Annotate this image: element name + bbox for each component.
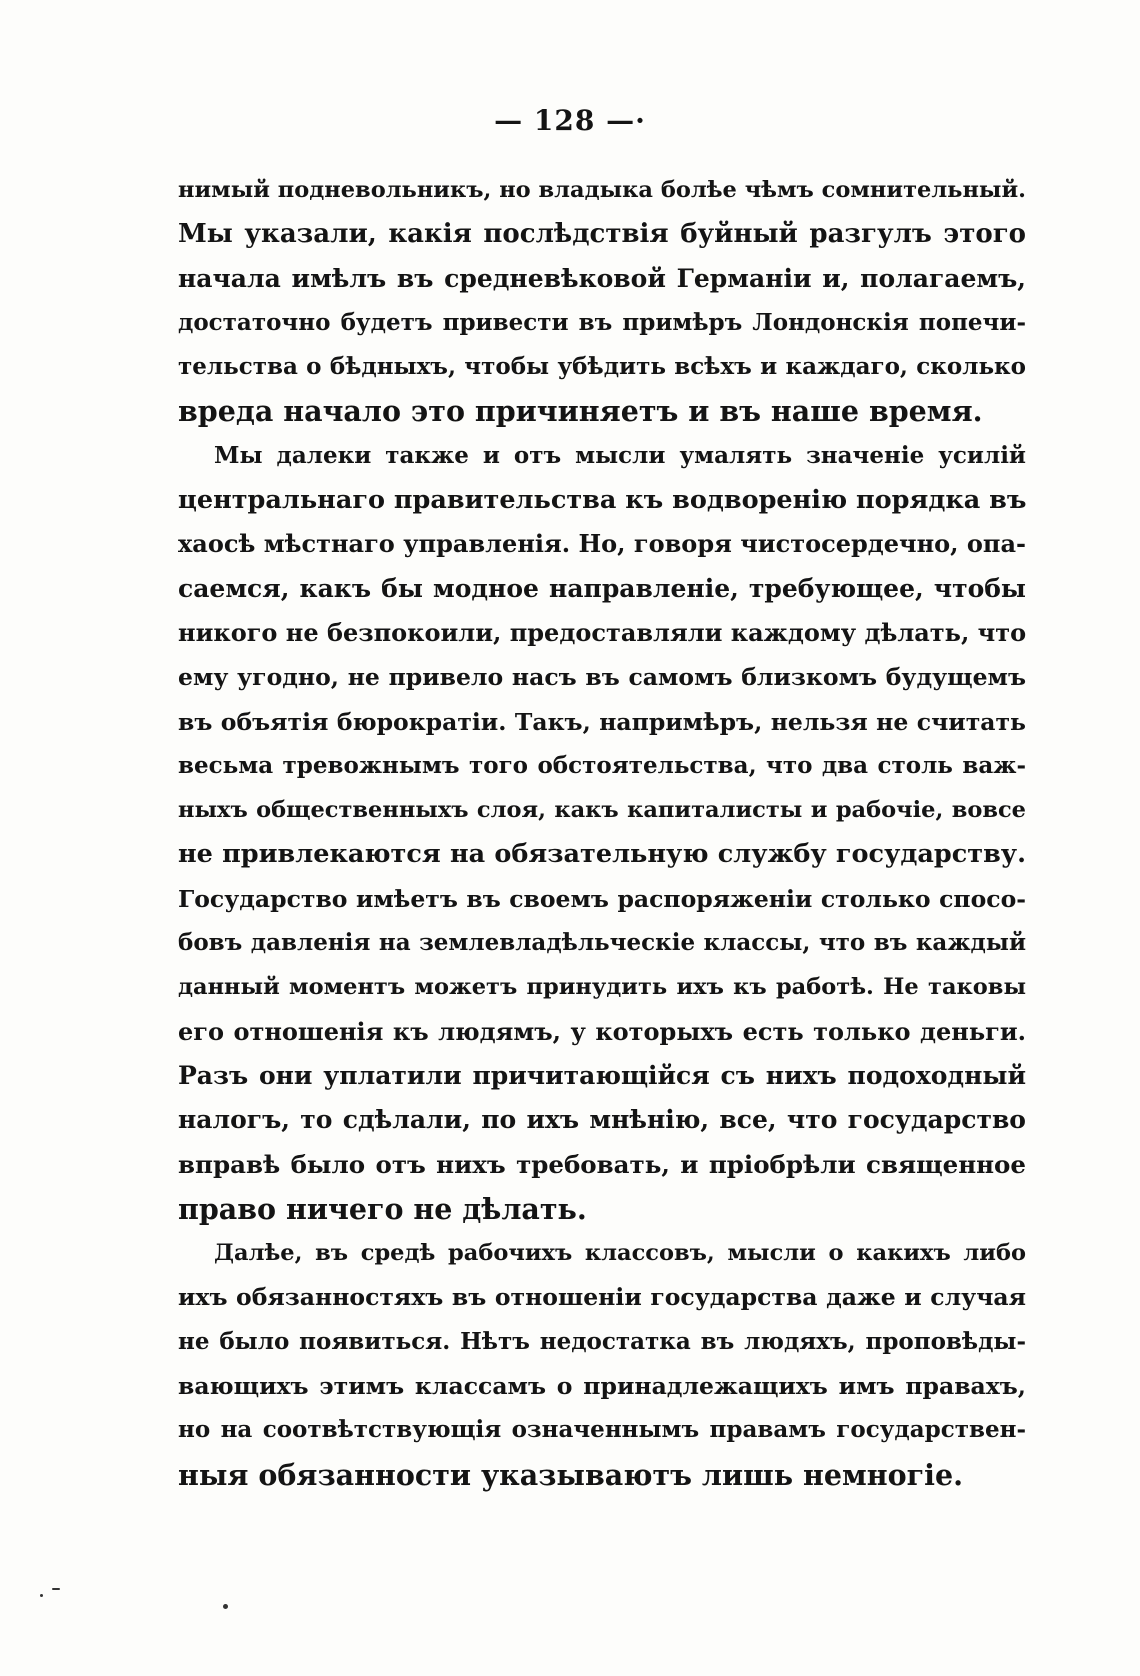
text-line: начала имѣлъ въ средневѣковой Германіи и, полагаемъ, (178, 263, 1026, 293)
text-line: Государство имѣетъ въ своемъ распоряженіи столько спосо- (178, 884, 1026, 913)
text-line: нимый подневольникъ, но владыка болѣе чѣмъ сомнительный. (178, 177, 1026, 203)
text-line: вреда начало это причиняетъ и въ наше время. (178, 394, 983, 429)
text-line: хаосѣ мѣстнаго управленія. Но, говоря чистосердечно, опа- (178, 529, 1026, 559)
text-line: никого не безпокоили, предоставляли каждому дѣлать, что (178, 617, 1027, 647)
text-line: саемся, какъ бы модное направленіе, требующее, чтобы (178, 573, 1026, 603)
text-line: весьма тревожнымъ того обстоятельства, что два столь важ- (178, 751, 1026, 779)
text-line: ихъ обязанностяхъ въ отношеніи государства даже и случая (178, 1283, 1026, 1312)
text-line: его отношенія къ людямъ, у которыхъ есть только деньги. (178, 1016, 1026, 1046)
text-line: въ объятія бюрократіи. Такъ, напримѣръ, нельзя не считать (178, 707, 1026, 736)
text-line: Разъ они уплатили причитающійся съ нихъ подоходный (178, 1060, 1026, 1090)
paragraph (178, 168, 1026, 434)
text-line: ныхъ общественныхъ слоя, какъ капиталисты и рабочіе, вовсе (178, 797, 1026, 824)
text-line: ныя обязанности указываютъ лишь немногіе. (178, 1457, 964, 1492)
text-line: Мы указали, какія послѣдствія буйный разгулъ этого (178, 219, 1026, 250)
text-body (178, 168, 1026, 1497)
text-line: бовъ давленія на землевладѣльческіе классы, что въ каждый (178, 929, 1026, 957)
scan-speck (223, 1604, 228, 1609)
scan-speck (52, 1588, 60, 1590)
text-line: достаточно будетъ привести въ примѣръ Лондонскія попечи- (178, 308, 1026, 336)
text-line: вправѣ было отъ нихъ требовать, и пріобрѣли священное (178, 1149, 1026, 1179)
text-line: право ничего не дѣлать. (178, 1191, 587, 1226)
text-line: вающихъ этимъ классамъ о принадлежащихъ имъ правахъ, (178, 1372, 1026, 1401)
scan-speck (40, 1594, 43, 1597)
text-line: центральнаго правительства къ водворенію порядка въ (178, 485, 1027, 516)
text-line: ему угодно, не привело насъ въ самомъ близкомъ будущемъ (178, 663, 1026, 692)
text-line: не привлекаются на обязательную службу государству. (178, 839, 1026, 870)
text-line: не было появиться. Нѣтъ недостатка въ людяхъ, проповѣды- (178, 1327, 1026, 1355)
paragraph (178, 434, 1026, 1231)
paragraph (178, 1231, 1026, 1497)
text-line: Мы далеки также и отъ мысли умалять значеніе усилій (214, 441, 1026, 469)
text-line: тельства о бѣдныхъ, чтобы убѣдить всѣхъ и каждаго, сколько (178, 353, 1026, 381)
text-line: но на соотвѣтствующія означеннымъ правамъ государствен- (178, 1416, 1026, 1444)
text-line: данный моментъ можетъ принудить ихъ къ работѣ. Не таковы (178, 974, 1026, 1001)
page-number: — 128 —· (494, 104, 646, 137)
text-line: Далѣе, въ средѣ рабочихъ классовъ, мысли о какихъ либо (214, 1240, 1026, 1267)
text-line: налогъ, то сдѣлали, по ихъ мнѣнію, все, что государство (178, 1105, 1026, 1135)
